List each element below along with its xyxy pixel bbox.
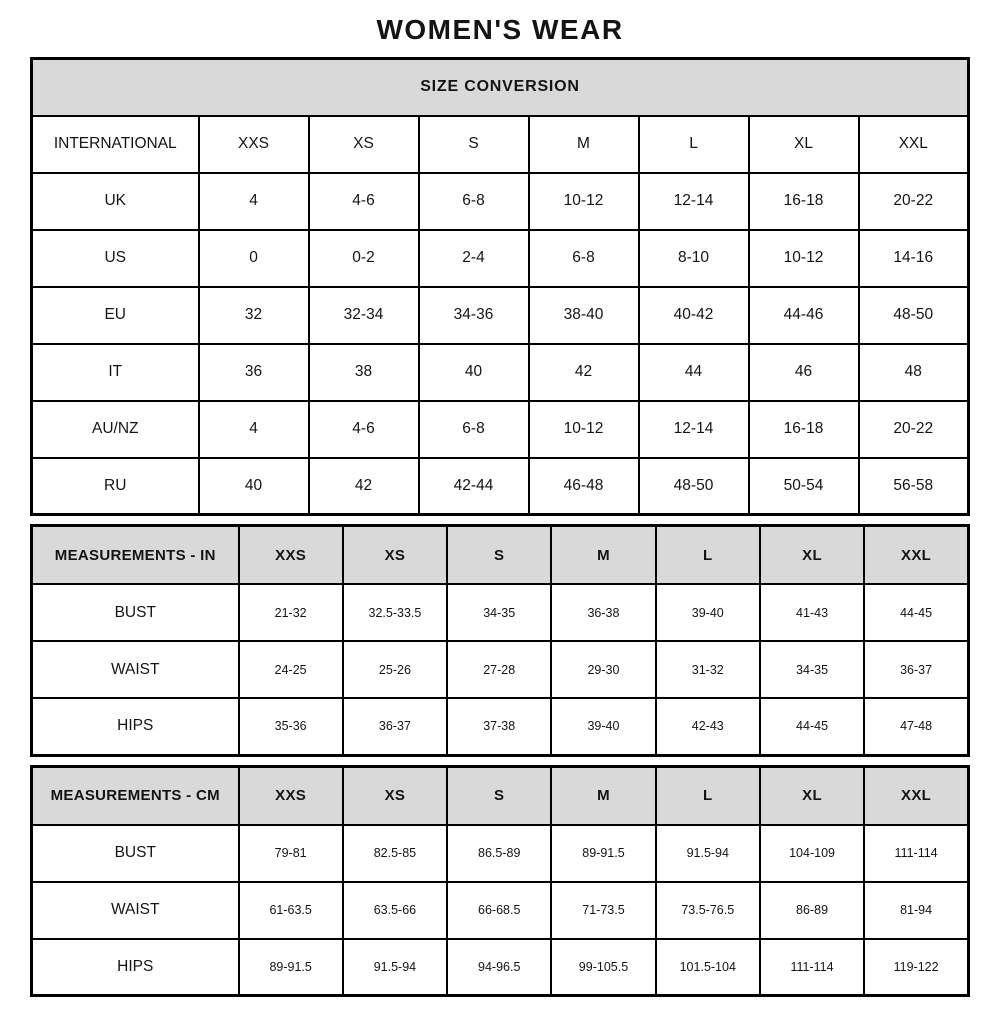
table-row	[32, 939, 969, 996]
value-cell: 32.5-33.5	[343, 584, 447, 641]
column-header-cell: M	[529, 116, 639, 173]
row-label: AU/NZ	[32, 401, 199, 458]
value-cell: 104-109	[760, 825, 864, 882]
value-cell: 42-43	[656, 698, 760, 755]
row-label: BUST	[32, 825, 239, 882]
row-label: BUST	[32, 584, 239, 641]
value-cell: 101.5-104	[656, 939, 760, 996]
value-cell: 32	[199, 287, 309, 344]
value-cell: 29-30	[551, 641, 655, 698]
value-cell: 2-4	[419, 230, 529, 287]
value-cell: 44	[639, 344, 749, 401]
row-label: IT	[32, 344, 199, 401]
value-cell: 119-122	[864, 939, 968, 996]
value-cell: 44-45	[864, 584, 968, 641]
value-cell: 34-36	[419, 287, 529, 344]
table-row	[32, 882, 969, 939]
value-cell: 42	[529, 344, 639, 401]
table-row	[32, 173, 969, 230]
value-cell: 40	[419, 344, 529, 401]
table-row	[32, 584, 969, 641]
table-row	[32, 344, 969, 401]
header-label-cell: INTERNATIONAL	[32, 116, 199, 173]
value-cell: 35-36	[239, 698, 343, 755]
value-cell: 44-46	[749, 287, 859, 344]
value-cell: 86-89	[760, 882, 864, 939]
value-cell: 37-38	[447, 698, 551, 755]
value-cell: 79-81	[239, 825, 343, 882]
value-cell: 42-44	[419, 458, 529, 515]
value-cell: 82.5-85	[343, 825, 447, 882]
column-header-cell: S	[447, 526, 551, 585]
value-cell: 36-38	[551, 584, 655, 641]
table-title: SIZE CONVERSION	[32, 59, 969, 116]
value-cell: 63.5-66	[343, 882, 447, 939]
column-header-cell: L	[656, 526, 760, 585]
column-header-cell: XL	[749, 116, 859, 173]
value-cell: 40-42	[639, 287, 749, 344]
value-cell: 38-40	[529, 287, 639, 344]
value-cell: 111-114	[864, 825, 968, 882]
value-cell: 41-43	[760, 584, 864, 641]
value-cell: 73.5-76.5	[656, 882, 760, 939]
value-cell: 50-54	[749, 458, 859, 515]
header-row	[32, 116, 969, 173]
value-cell: 10-12	[529, 401, 639, 458]
column-header-cell: XXS	[199, 116, 309, 173]
table-row	[32, 641, 969, 698]
measurements-in-table	[30, 524, 970, 757]
value-cell: 71-73.5	[551, 882, 655, 939]
column-header-cell: XS	[309, 116, 419, 173]
value-cell: 44-45	[760, 698, 864, 755]
value-cell: 4	[199, 173, 309, 230]
value-cell: 61-63.5	[239, 882, 343, 939]
table-row	[32, 401, 969, 458]
value-cell: 89-91.5	[551, 825, 655, 882]
header-label-cell: MEASUREMENTS - CM	[32, 766, 239, 825]
value-cell: 111-114	[760, 939, 864, 996]
value-cell: 48	[859, 344, 969, 401]
value-cell: 21-32	[239, 584, 343, 641]
value-cell: 34-35	[447, 584, 551, 641]
column-header-cell: XXL	[864, 766, 968, 825]
value-cell: 6-8	[529, 230, 639, 287]
value-cell: 36-37	[864, 641, 968, 698]
value-cell: 16-18	[749, 401, 859, 458]
column-header-cell: XL	[760, 526, 864, 585]
value-cell: 32-34	[309, 287, 419, 344]
row-label: EU	[32, 287, 199, 344]
value-cell: 20-22	[859, 401, 969, 458]
column-header-cell: M	[551, 526, 655, 585]
value-cell: 46	[749, 344, 859, 401]
value-cell: 4-6	[309, 401, 419, 458]
header-row	[32, 526, 969, 585]
value-cell: 24-25	[239, 641, 343, 698]
column-header-cell: XXS	[239, 526, 343, 585]
value-cell: 4	[199, 401, 309, 458]
value-cell: 20-22	[859, 173, 969, 230]
column-header-cell: XS	[343, 526, 447, 585]
value-cell: 47-48	[864, 698, 968, 755]
value-cell: 66-68.5	[447, 882, 551, 939]
value-cell: 39-40	[656, 584, 760, 641]
column-header-cell: S	[419, 116, 529, 173]
size-conversion-table	[30, 57, 970, 516]
value-cell: 0	[199, 230, 309, 287]
value-cell: 91.5-94	[343, 939, 447, 996]
value-cell: 27-28	[447, 641, 551, 698]
value-cell: 42	[309, 458, 419, 515]
row-label: WAIST	[32, 882, 239, 939]
value-cell: 4-6	[309, 173, 419, 230]
value-cell: 10-12	[529, 173, 639, 230]
value-cell: 14-16	[859, 230, 969, 287]
value-cell: 12-14	[639, 173, 749, 230]
table-row	[32, 287, 969, 344]
value-cell: 36-37	[343, 698, 447, 755]
row-label: HIPS	[32, 698, 239, 755]
value-cell: 6-8	[419, 173, 529, 230]
table-row	[32, 458, 969, 515]
column-header-cell: L	[656, 766, 760, 825]
header-row	[32, 766, 969, 825]
value-cell: 56-58	[859, 458, 969, 515]
header-label-cell: MEASUREMENTS - IN	[32, 526, 239, 585]
value-cell: 6-8	[419, 401, 529, 458]
column-header-cell: XL	[760, 766, 864, 825]
value-cell: 34-35	[760, 641, 864, 698]
value-cell: 81-94	[864, 882, 968, 939]
row-label: UK	[32, 173, 199, 230]
value-cell: 31-32	[656, 641, 760, 698]
value-cell: 99-105.5	[551, 939, 655, 996]
column-header-cell: XS	[343, 766, 447, 825]
value-cell: 0-2	[309, 230, 419, 287]
value-cell: 12-14	[639, 401, 749, 458]
row-label: RU	[32, 458, 199, 515]
column-header-cell: L	[639, 116, 749, 173]
page-title: WOMEN'S WEAR	[376, 14, 624, 45]
column-header-cell: XXL	[859, 116, 969, 173]
column-header-cell: M	[551, 766, 655, 825]
value-cell: 36	[199, 344, 309, 401]
table-row	[32, 698, 969, 755]
measurements-cm-table	[30, 765, 970, 998]
value-cell: 89-91.5	[239, 939, 343, 996]
table-row	[32, 825, 969, 882]
value-cell: 40	[199, 458, 309, 515]
value-cell: 38	[309, 344, 419, 401]
value-cell: 8-10	[639, 230, 749, 287]
value-cell: 16-18	[749, 173, 859, 230]
value-cell: 86.5-89	[447, 825, 551, 882]
value-cell: 48-50	[639, 458, 749, 515]
value-cell: 10-12	[749, 230, 859, 287]
value-cell: 39-40	[551, 698, 655, 755]
column-header-cell: S	[447, 766, 551, 825]
row-label: HIPS	[32, 939, 239, 996]
table-row	[32, 230, 969, 287]
column-header-cell: XXS	[239, 766, 343, 825]
value-cell: 46-48	[529, 458, 639, 515]
column-header-cell: XXL	[864, 526, 968, 585]
row-label: US	[32, 230, 199, 287]
row-label: WAIST	[32, 641, 239, 698]
value-cell: 25-26	[343, 641, 447, 698]
value-cell: 48-50	[859, 287, 969, 344]
value-cell: 91.5-94	[656, 825, 760, 882]
value-cell: 94-96.5	[447, 939, 551, 996]
